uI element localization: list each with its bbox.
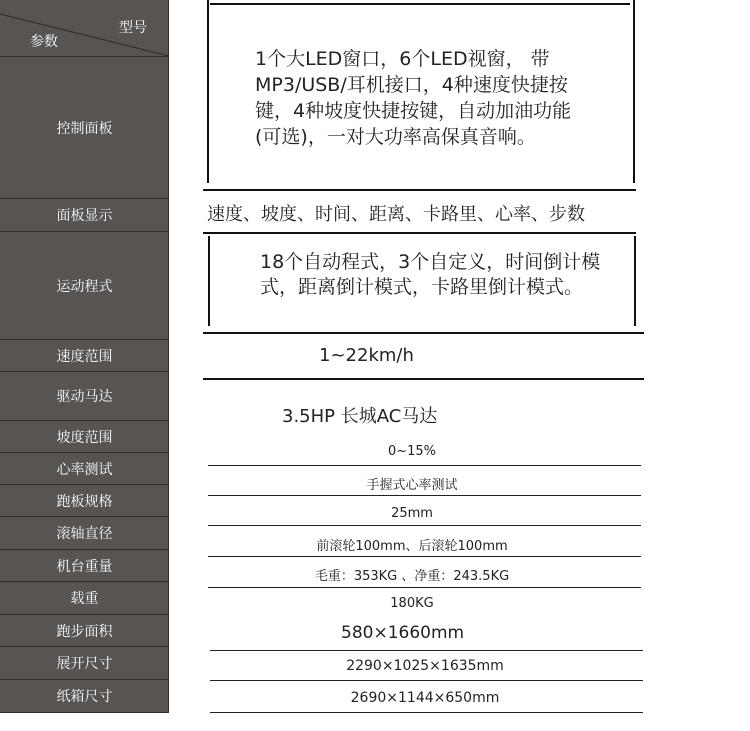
row-divider — [203, 232, 636, 234]
value-panel-display: 速度、坡度、时间、距离、卡路里、心率、步数 — [207, 204, 585, 225]
box-top-line — [210, 3, 630, 5]
row-divider — [208, 556, 641, 557]
value-carton-size: 2690×1144×650mm — [350, 690, 500, 706]
value-speed-range: 1~22km/h — [319, 345, 414, 366]
label-roller-diameter: 滚轴直径 — [0, 517, 169, 550]
row-divider — [208, 525, 641, 526]
column-divider — [168, 0, 169, 713]
label-max-load: 载重 — [0, 582, 169, 615]
row-divider — [208, 587, 641, 588]
row-divider — [208, 465, 641, 466]
row-divider — [210, 650, 643, 651]
label-motor: 驱动马达 — [0, 372, 169, 421]
row-divider — [203, 378, 644, 380]
value-programs: 18个自动程式，3个自定义，时间倒计模式，距离倒计模式，卡路里倒计模式。 — [260, 251, 601, 298]
row-divider — [210, 680, 643, 681]
row-divider — [203, 189, 636, 191]
value-running-area: 580×1660mm — [341, 623, 465, 643]
label-speed-range: 速度范围 — [0, 340, 169, 372]
value-machine-weight: 毛重：353KG 、净重：243.5KG — [314, 569, 510, 584]
row-divider — [210, 712, 643, 713]
param-header: 参数 — [30, 34, 58, 50]
value-incline-range: 0~15% — [387, 444, 437, 459]
table-header-cell — [0, 0, 169, 57]
label-carton-size: 纸箱尺寸 — [0, 680, 169, 713]
value-max-load: 180KG — [390, 596, 434, 611]
row-divider — [208, 495, 641, 496]
value-control-panel: 1个大LED窗口，6个LED视窗， 带MP3/USB/耳机接口，4种速度快捷按键，4种坡度快捷按键，自动加油功能(可选)，一对大功率高保真音响。 — [255, 48, 572, 148]
value-motor: 3.5HP 长城AC马达 — [282, 406, 438, 427]
label-incline-range: 坡度范围 — [0, 421, 169, 453]
label-control-panel: 控制面板 — [0, 57, 169, 199]
label-machine-weight: 机台重量 — [0, 550, 169, 582]
label-panel-display: 面板显示 — [0, 199, 169, 232]
label-unfolded-size: 展开尺寸 — [0, 647, 169, 680]
label-heart-rate: 心率测试 — [0, 453, 169, 485]
value-roller-diameter: 前滚轮100mm、后滚轮100mm — [316, 539, 508, 554]
row-divider — [203, 332, 644, 334]
label-deck-spec: 跑板规格 — [0, 485, 169, 517]
value-heart-rate: 手握式心率测试 — [366, 478, 458, 493]
value-deck-spec: 25mm — [391, 506, 433, 521]
label-running-area: 跑步面积 — [0, 615, 169, 647]
label-programs: 运动程式 — [0, 232, 169, 340]
model-header: 型号 — [119, 20, 147, 36]
value-unfolded-size: 2290×1025×1635mm — [346, 658, 504, 674]
